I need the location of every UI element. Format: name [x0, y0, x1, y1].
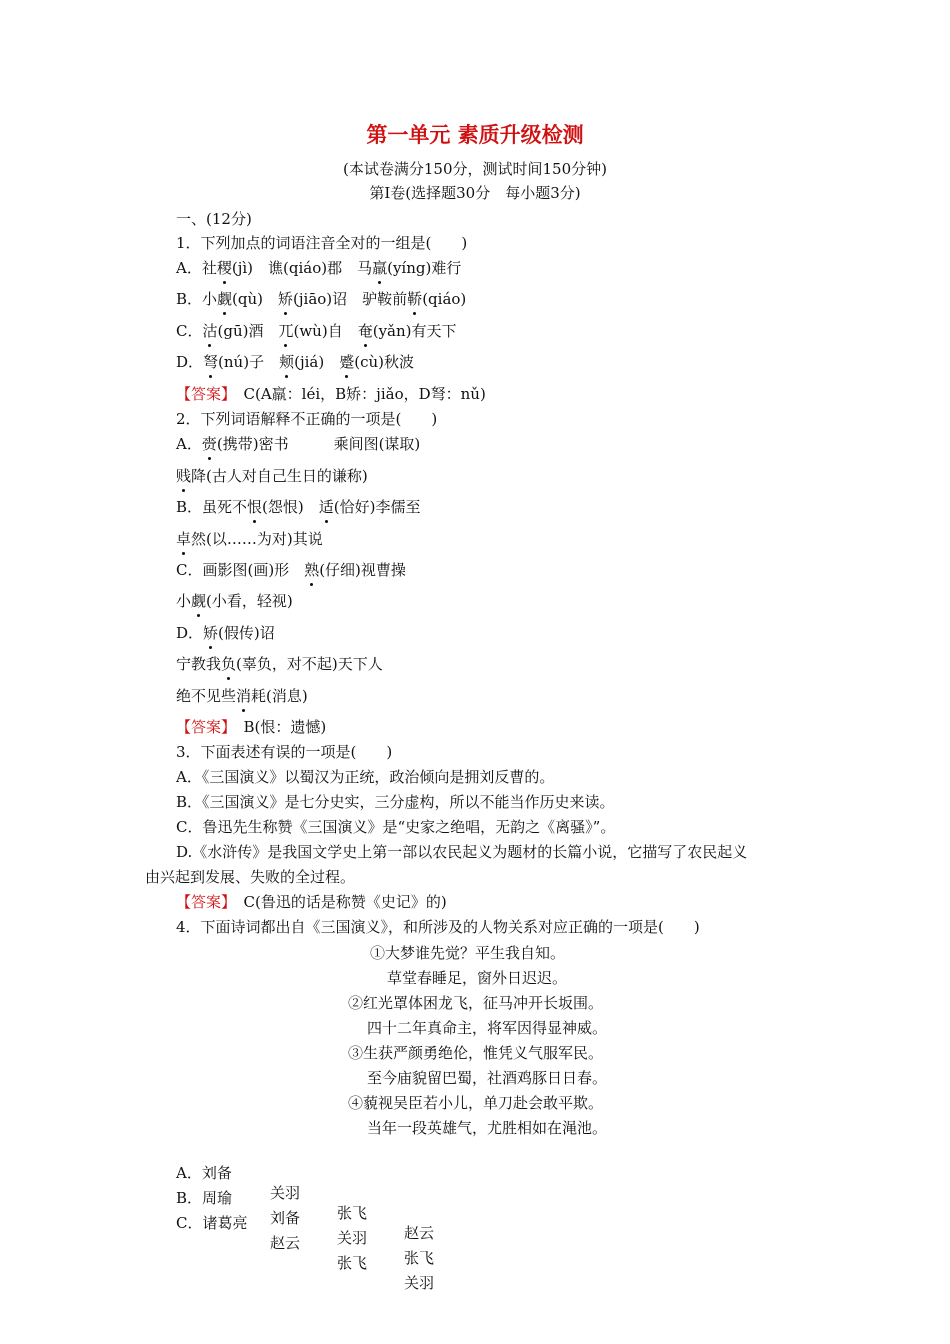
question-3-answer: 【答案】 C(鲁迅的话是称赞《史记》的) — [176, 893, 447, 911]
answer-tag: 【答案】 — [176, 893, 229, 911]
page-title: 第一单元 素质升级检测 — [366, 122, 584, 147]
question-1-answer: 【答案】 C(A羸：léi，B矫：jiǎo，D弩：nǔ) — [176, 385, 486, 403]
poem-3-line-2: 至今庙貌留巴蜀，社酒鸡豚日日春。 — [367, 1069, 608, 1087]
question-4-option-c: C．诸葛亮 赵云 张飞 关羽 — [176, 1214, 435, 1292]
question-1-option-c: C．沽(gū)酒 兀(wù)自 奄(yǎn)有天下 — [176, 322, 457, 340]
question-2-option-d-line2: 宁教我负(辜负，对不起)天下人 — [176, 655, 383, 673]
question-3-option-b: B．《三国演义》是七分史实，三分虚构，所以不能当作历史来读。 — [176, 793, 615, 811]
question-2-option-c-line2: 小觑(小看，轻视) — [176, 592, 293, 610]
poem-2-line-2: 四十二年真命主，将军因得显神威。 — [367, 1019, 608, 1037]
question-2-option-a-line2: 贱降(古人对自己生日的谦称) — [176, 467, 368, 485]
question-2-option-d-line1: D．矫(假传)诏 — [176, 624, 275, 642]
poem-4-line-2: 当年一段英雄气，尤胜相如在渑池。 — [367, 1119, 608, 1137]
question-1-option-d: D．弩(nú)子 颊(jiá) 蹙(cù)秋波 — [176, 353, 414, 371]
section-heading: 第Ⅰ卷(选择题30分 每小题3分) — [369, 184, 581, 202]
question-1-stem: 1．下列加点的词语注音全对的一组是( ) — [176, 234, 468, 252]
question-2-option-d-line3: 绝不见些消耗(消息) — [176, 687, 308, 705]
poem-2-line-1: ②红光罩体困龙飞，征马冲开长坂围。 — [348, 994, 604, 1012]
question-2-option-a-line1: A．赍(携带)密书 乘间图(谋取) — [176, 435, 421, 453]
question-3-stem: 3．下面表述有误的一项是( ) — [176, 743, 393, 761]
question-2-option-c-line1: C．画影图(画)形 熟(仔细)视曹操 — [176, 561, 406, 579]
poem-1-line-1: ①大梦谁先觉？平生我自知。 — [370, 944, 566, 962]
question-2-answer: 【答案】 B(恨：遗憾) — [176, 718, 327, 736]
question-4-option-b: B．周瑜 刘备 关羽 张飞 — [176, 1189, 435, 1267]
question-4-option-a: A．刘备 关羽 张飞 赵云 — [176, 1164, 435, 1242]
answer-tag: 【答案】 — [176, 385, 229, 403]
question-3-option-d-line1: D.《水浒传》是我国文学史上第一部以农民起义为题材的长篇小说，它描写了农民起义 — [176, 843, 748, 861]
question-3-option-c: C．鲁迅先生称赞《三国演义》是“史家之绝唱，无韵之《离骚》”。 — [176, 818, 616, 836]
poem-3-line-1: ③生获严颜勇绝伦，惟凭义气服军民。 — [348, 1044, 604, 1062]
answer-tag: 【答案】 — [176, 718, 229, 736]
question-2-option-b-line2: 卓然(以……为对)其说 — [176, 530, 323, 548]
exam-subtitle: (本试卷满分150分，测试时间150分钟) — [343, 160, 607, 178]
question-2-option-b-line1: B．虽死不恨(怨恨) 适(恰好)李儒至 — [176, 498, 421, 516]
question-3-option-a: A．《三国演义》以蜀汉为正统，政治倾向是拥刘反曹的。 — [176, 768, 555, 786]
question-4-stem: 4．下面诗词都出自《三国演义》，和所涉及的人物关系对应正确的一项是( ) — [176, 918, 700, 936]
part-heading: 一、(12分) — [176, 210, 252, 228]
question-1-option-b: B．小觑(qù) 矫(jiāo)诏 驴鞍前鞒(qiáo) — [176, 290, 467, 308]
poem-1-line-2: 草堂春睡足，窗外日迟迟。 — [387, 969, 568, 987]
question-1-option-a: A．社稷(jì) 谯(qiáo)郡 马羸(yíng)难行 — [176, 259, 462, 277]
question-2-stem: 2．下列词语解释不正确的一项是( ) — [176, 410, 438, 428]
question-3-option-d-line2: 由兴起到发展、失败的全过程。 — [145, 868, 356, 886]
poem-4-line-1: ④藐视吴臣若小儿，单刀赴会敢平欺。 — [348, 1094, 604, 1112]
